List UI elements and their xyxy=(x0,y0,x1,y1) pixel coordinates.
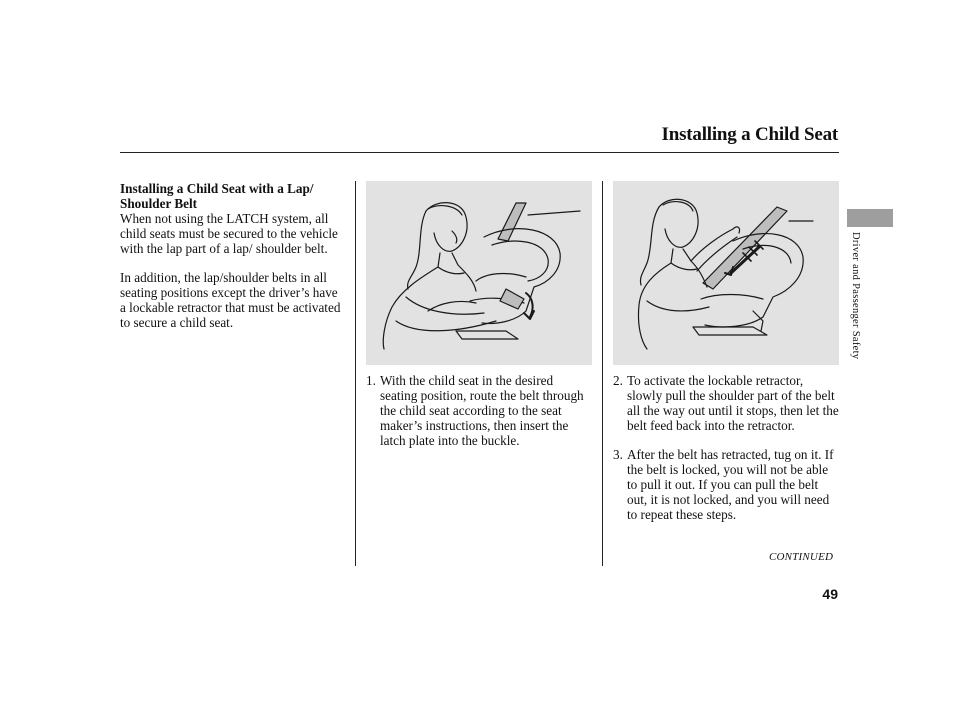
child-seat-routing-illustration xyxy=(366,181,592,365)
step-text: After the belt has retracted, tug on it. If the belt is locked, you will not be able to pull it out. If you can pull the belt out, it is not locked, and you will need to repeat these steps. xyxy=(627,447,834,522)
page-number: 49 xyxy=(822,586,838,602)
section-label xyxy=(847,232,865,392)
section-label-text: Driver and Passenger Safety xyxy=(850,232,861,360)
title-divider xyxy=(120,152,839,153)
intro-paragraph-1: When not using the LATCH system, all child seats must be secured to the vehicle with the lap part of a lap/ shoulder belt. xyxy=(120,211,338,256)
continued-label: CONTINUED xyxy=(769,551,834,563)
page-title: Installing a Child Seat xyxy=(661,124,838,145)
section-heading: Installing a Child Seat with a Lap/ Shoulder Belt xyxy=(120,181,314,211)
intro-column xyxy=(120,181,345,330)
illustration-step-2 xyxy=(613,181,839,365)
section-tab-marker xyxy=(847,209,893,227)
step-list-1 xyxy=(366,373,588,448)
lockable-retractor-illustration xyxy=(613,181,839,365)
column-divider-1 xyxy=(355,181,356,566)
intro-paragraph-2: In addition, the lap/shoulder belts in all seating positions except the driver’s have a lockable retractor that must be activated to secure a child seat. xyxy=(120,270,341,330)
step-item xyxy=(613,373,841,433)
step-number: 1. xyxy=(366,373,376,388)
step-list-2 xyxy=(613,373,841,522)
step-text: To activate the lockable retractor, slowly pull the shoulder part of the belt all the way out until it stops, then let the belt feed back into the retractor. xyxy=(627,373,839,433)
illustration-step-1 xyxy=(366,181,592,365)
step-item xyxy=(366,373,588,448)
step-number: 2. xyxy=(613,373,623,388)
step-number: 3. xyxy=(613,447,623,462)
step-text: With the child seat in the desired seating position, route the belt through the child seat according to the seat maker’s instructions, then insert the latch plate into the buckle. xyxy=(380,373,584,448)
step-item xyxy=(613,447,841,522)
column-divider-2 xyxy=(602,181,603,566)
